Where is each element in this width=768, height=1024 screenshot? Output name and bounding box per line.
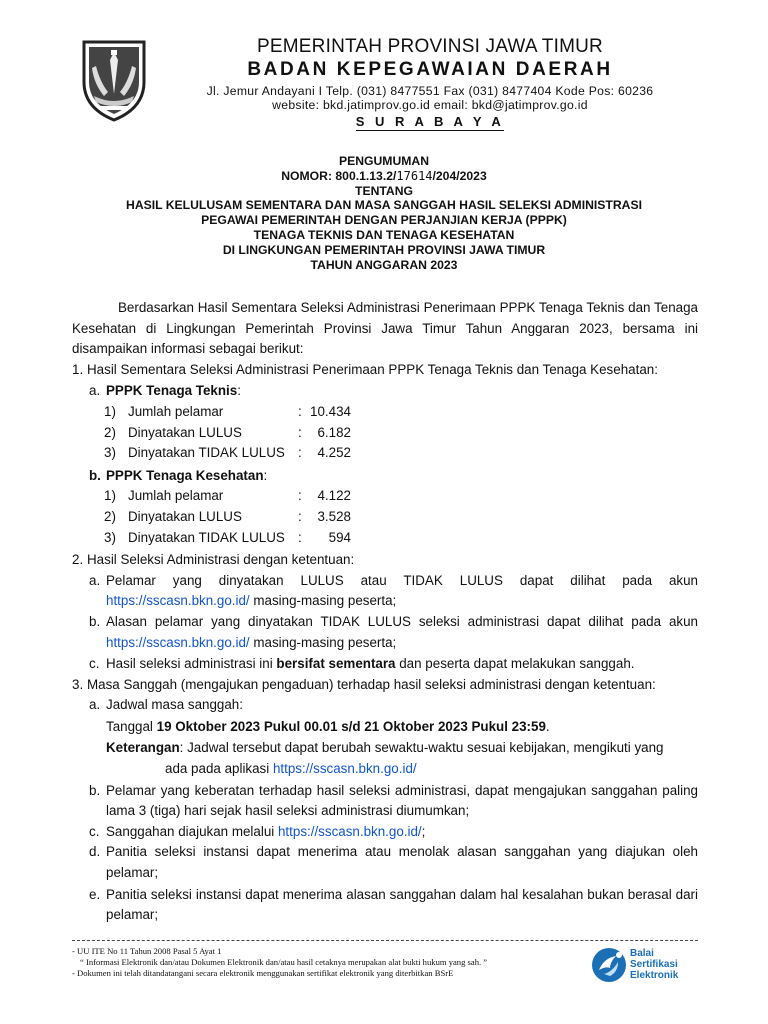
- sscasn-link[interactable]: https://sscasn.bkn.go.id/: [277, 823, 422, 839]
- section-1-b: b. PPPK Tenaga Kesehatan:: [89, 467, 268, 483]
- announcement-number: NOMOR: 800.1.13.2/17614/204/2023: [281, 168, 487, 183]
- title-line: DI LINGKUNGAN PEMERINTAH PROVINSI JAWA TIMUR: [222, 242, 546, 257]
- sanggah-schedule: Tanggal 19 Oktober 2023 Pukul 00.01 s/d 21 Oktober 2023 Pukul 23:59.: [106, 718, 550, 734]
- teknis-stats: [72, 402, 698, 464]
- intro-paragraph: Berdasarkan Hasil Sementara Seleksi Administrasi Penerimaan PPPK Tenaga Teknis dan Tenaga Kesehatan di Lingkungan Pemerintah Provinsi Jawa Timur Tahun Anggaran 2023, bersama ini disampaikan informasi sebagai berikut:: [72, 300, 698, 357]
- stat-row: 3) Dinyatakan TIDAK LULUS : 4.252: [104, 445, 351, 461]
- announcement-title: [70, 154, 698, 272]
- stat-row: 1) Jumlah pelamar : 10.434: [104, 403, 351, 419]
- schedule-note: Keterangan: Jadwal tersebut dapat berubah sewaktu-waktu sesuai kebijakan, mengikuti yang: [106, 740, 664, 756]
- title-line: TAHUN ANGGARAN 2023: [310, 257, 458, 272]
- section-3-c: c. Sanggahan diajukan melalui https://sscasn.bkn.go.id/;: [89, 823, 426, 839]
- stat-row: 3) Dinyatakan TIDAK LULUS : 594: [104, 529, 351, 545]
- section-3: 3. Masa Sanggah (mengajukan pengaduan) terhadap hasil seleksi administrasi dengan ketentuan:: [72, 676, 656, 692]
- agency-name: BADAN KEPEGAWAIAN DAERAH: [247, 59, 613, 80]
- section-3-a: a. Jadwal masa sanggah:: [89, 697, 243, 713]
- section-3-e: e. Panitia seleksi instansi dapat menerima alasan sanggahan dalam hal kesalahan bukan berasal dari pelamar;: [89, 886, 698, 923]
- footer-divider: [72, 940, 698, 941]
- section-2-c: c. Hasil seleksi administrasi ini bersifat sementara dan peserta dapat melakukan sanggah.: [89, 656, 635, 672]
- sscasn-link[interactable]: https://sscasn.bkn.go.id/: [106, 634, 250, 650]
- section-1-a: a. PPPK Tenaga Teknis:: [89, 383, 241, 399]
- section-3-d: d. Panitia seleksi instansi dapat menerima atau menolak alasan sanggahan yang diajukan oleh pelamar;: [89, 844, 698, 881]
- city-name: S U R A B A Y A: [355, 114, 505, 129]
- province-emblem-logo: [78, 36, 150, 122]
- sscasn-link[interactable]: https://sscasn.bkn.go.id/: [106, 593, 250, 609]
- bsre-badge: Balai Sertifikasi Elektronik: [590, 944, 698, 988]
- section-1: 1. Hasil Sementara Seleksi Administrasi Penerimaan PPPK Tenaga Teknis dan Tenaga Kesehatan:: [72, 361, 658, 377]
- title-line: TENAGA TEKNIS DAN TENAGA KESEHATAN: [253, 227, 515, 242]
- sscasn-link[interactable]: https://sscasn.bkn.go.id/: [272, 761, 417, 777]
- footer: [72, 940, 698, 1000]
- section-2-b: b. Alasan pelamar yang dinyatakan TIDAK LULUS seleksi administrasi dapat dilihat pada akun https://sscasn.bkn.go.id/ masing-masing peserta;: [89, 613, 698, 650]
- schedule-note-cont: ada pada aplikasi https://sscasn.bkn.go.id/: [165, 761, 417, 777]
- agency-address: Jl. Jemur Andayani I Telp. (031) 8477551 Fax (031) 8477404 Kode Pos: 60236: [206, 84, 654, 98]
- kesehatan-stats: [72, 486, 698, 548]
- letterhead: [0, 0, 768, 140]
- government-name: PEMERINTAH PROVINSI JAWA TIMUR: [257, 36, 603, 57]
- stat-row: 2) Dinyatakan LULUS : 6.182: [104, 424, 351, 440]
- stat-row: 1) Jumlah pelamar : 4.122: [104, 488, 351, 504]
- stat-row: 2) Dinyatakan LULUS : 3.528: [104, 508, 351, 524]
- agency-contact: website: bkd.jatimprov.go.id email: bkd@jatimprov.go.id: [272, 98, 588, 112]
- section-2: 2. Hasil Seleksi Administrasi dengan ketentuan:: [72, 552, 355, 568]
- title-line: PEGAWAI PEMERINTAH DENGAN PERJANJIAN KERJA (PPPK): [201, 213, 567, 228]
- announcement-heading: PENGUMUMAN: [338, 154, 430, 168]
- announcement-about: TENTANG: [355, 183, 413, 198]
- section-3-b: b. Pelamar yang keberatan terhadap hasil seleksi administrasi, dapat mengajukan sanggahan paling lama 3 (tiga) hari sejak hasil seleksi administrasi diumumkan;: [89, 782, 698, 819]
- bsre-icon: [590, 946, 628, 984]
- section-2-a: a. Pelamar yang dinyatakan LULUS atau TIDAK LULUS dapat dilihat pada akun https://sscasn.bkn.go.id/ masing-masing peserta;: [89, 572, 698, 609]
- announcement-body: [72, 298, 698, 926]
- title-line: HASIL KELULUSAM SEMENTARA DAN MASA SANGGAH HASIL SELEKSI ADMINISTRASI: [126, 198, 642, 213]
- footer-legal-text: - UU ITE No 11 Tahun 2008 Pasal 5 Ayat 1 “ Informasi Elektronik dan/atau Dokumen Elektronik dan/atau hasil cetaknya merupakan alat bukti hukum yang sah. ” - Dokumen ini telah ditandatangani secara elektronik menggunakan sertifikat elektronik yang diterbitkan BSrE: [72, 946, 488, 978]
